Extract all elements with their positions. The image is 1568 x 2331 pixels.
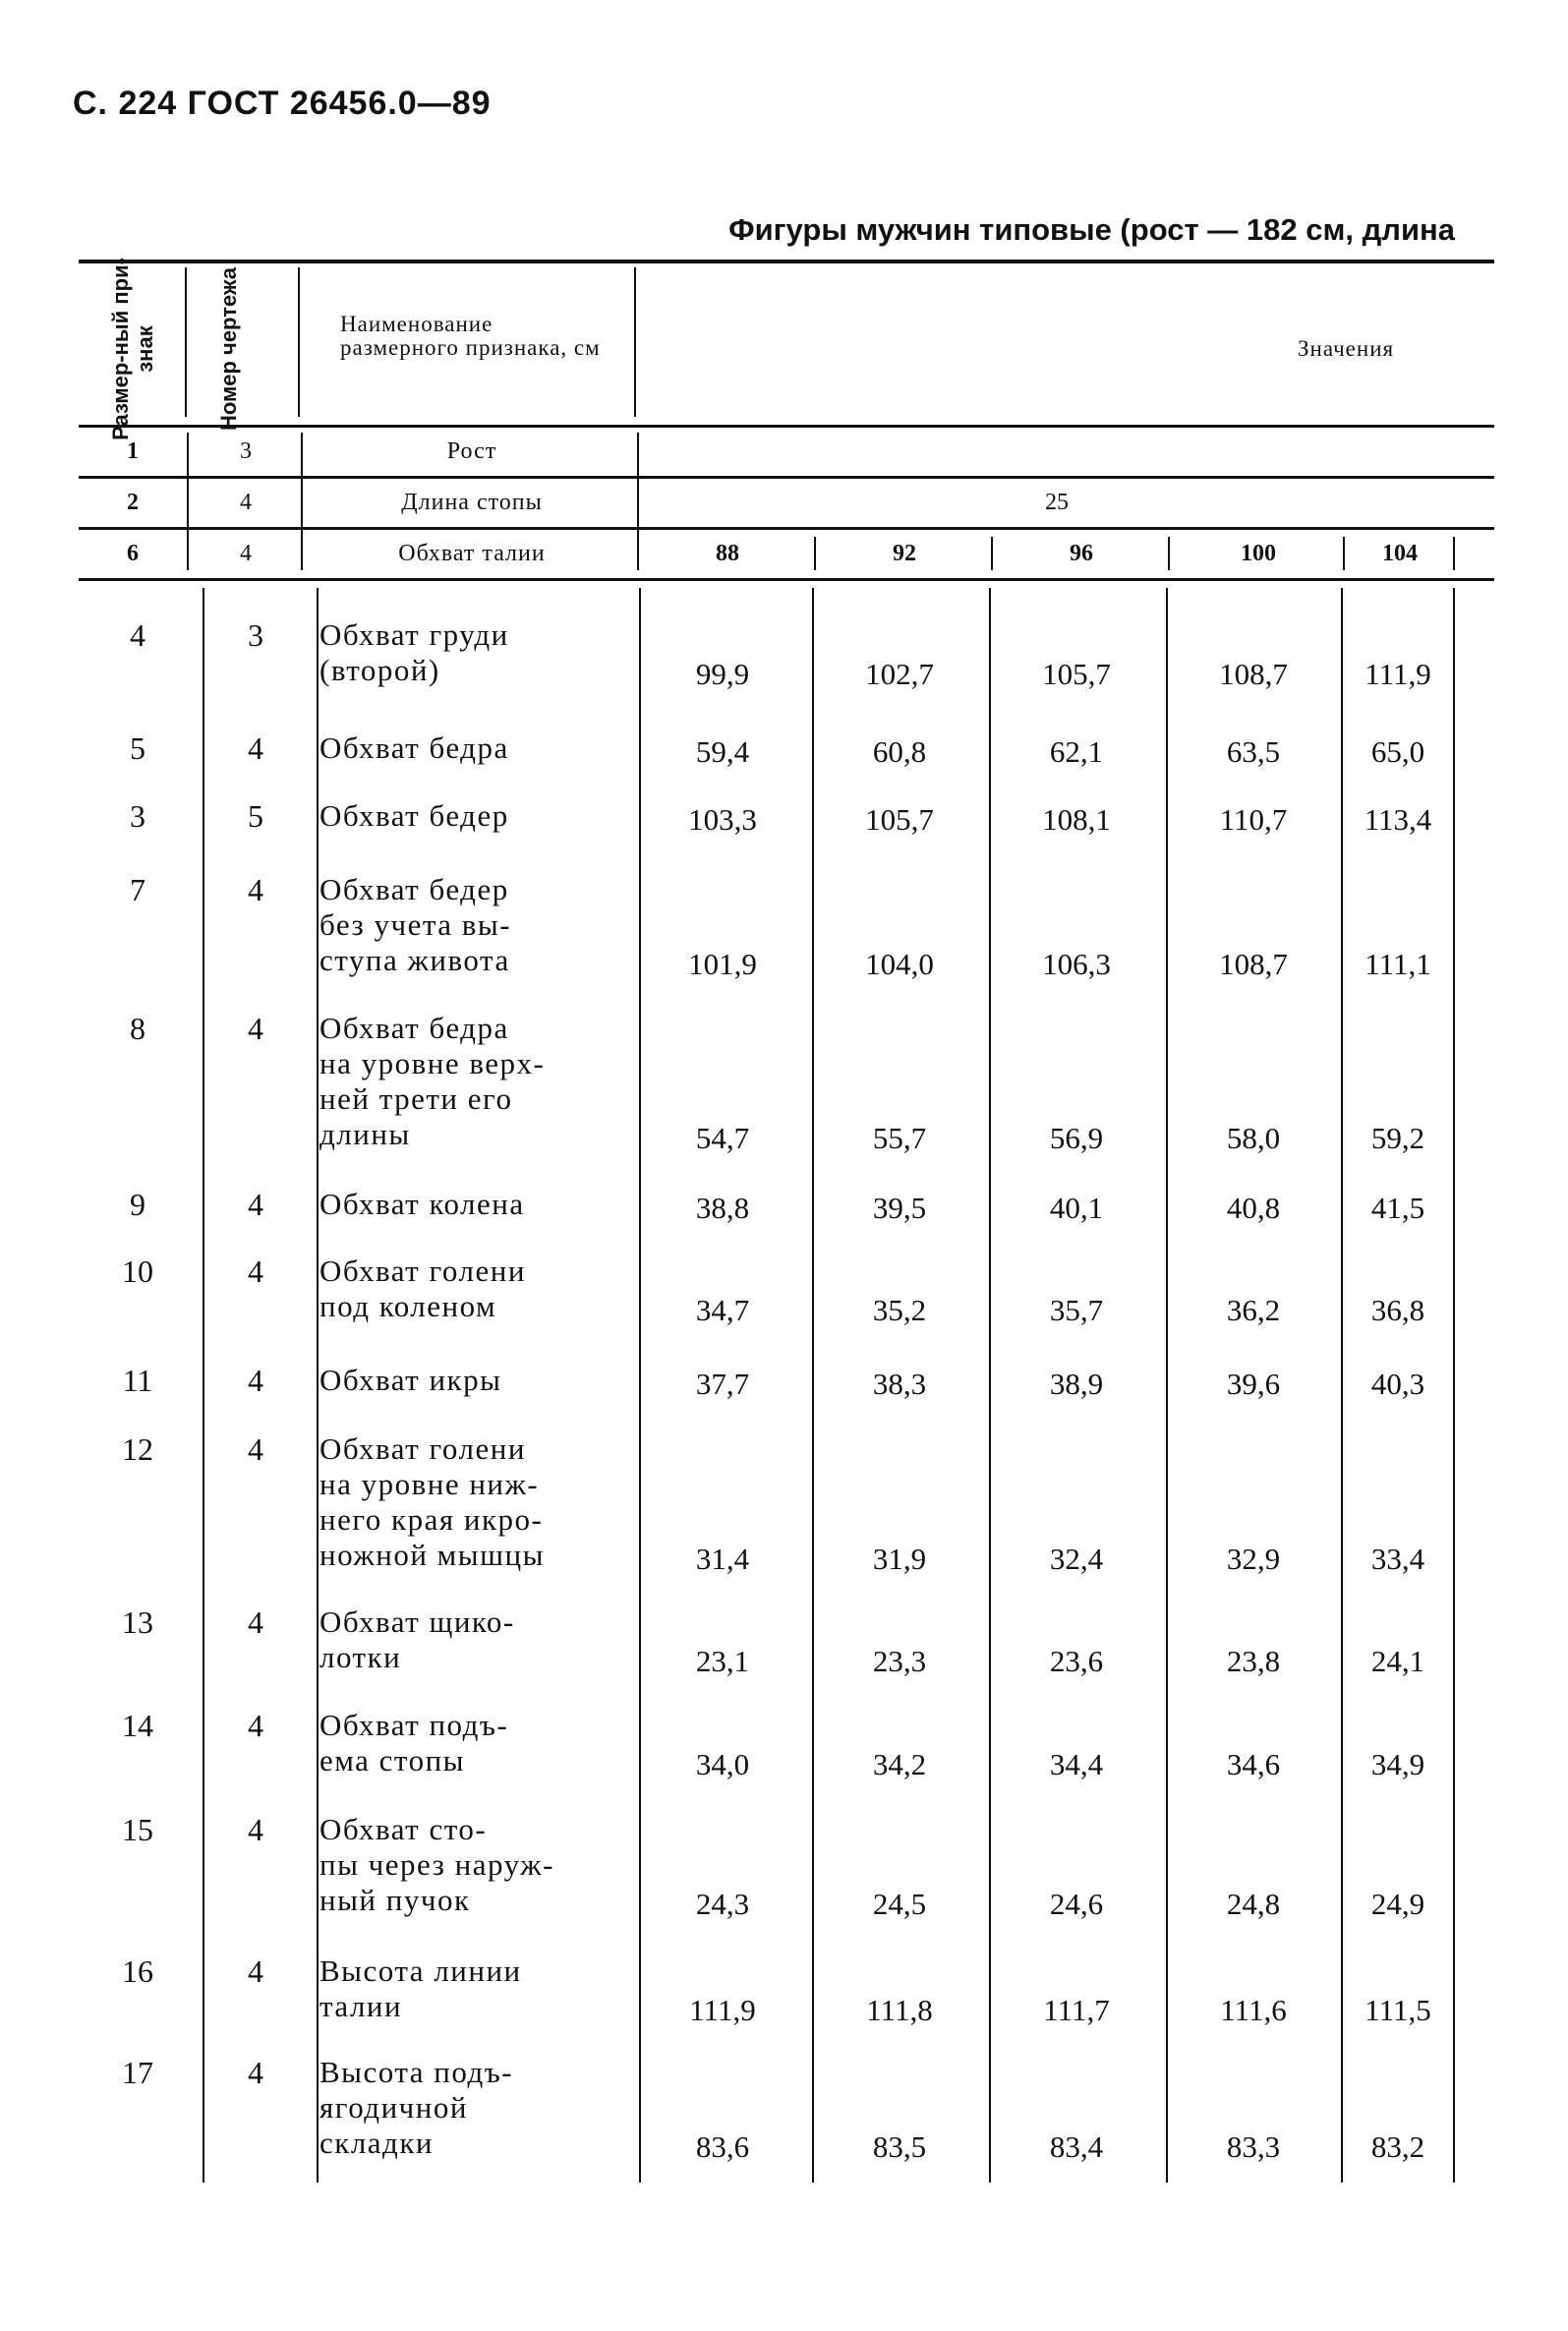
hdr-vrule-2 <box>298 267 300 417</box>
row-value: 38,9 <box>1049 1367 1104 1401</box>
row-number: 7 <box>130 872 145 907</box>
row-value: 101,9 <box>688 947 757 981</box>
row-value: 40,1 <box>1049 1191 1104 1225</box>
row-value: 31,4 <box>695 1542 750 1576</box>
row-drawing-number: 4 <box>248 1708 263 1743</box>
row-value: 23,6 <box>1049 1644 1104 1678</box>
row-number: 9 <box>130 1187 145 1222</box>
row-drawing-number: 4 <box>248 1363 263 1398</box>
row-drawing-number: 4 <box>248 2055 263 2090</box>
row-drawing-number: 4 <box>248 1011 263 1046</box>
param-row-height <box>0 427 1568 476</box>
hdr-vrule-3 <box>634 267 636 417</box>
row-value: 34,0 <box>695 1747 750 1781</box>
b-vrule-4 <box>812 588 814 2183</box>
row-number: 13 <box>122 1604 153 1640</box>
row-rule-3 <box>79 578 1494 581</box>
row-value: 83,6 <box>695 2129 750 2164</box>
row-value: 23,1 <box>695 1644 750 1678</box>
row-value: 32,4 <box>1049 1542 1104 1576</box>
row-value: 54,7 <box>695 1121 750 1155</box>
row-value: 32,9 <box>1226 1542 1281 1576</box>
row-feature-name: Обхват бедер <box>319 798 509 833</box>
waist-value: 92 <box>893 541 916 566</box>
row-value: 40,8 <box>1226 1191 1281 1225</box>
row-value: 35,2 <box>872 1293 927 1327</box>
row-feature-name: Обхват груди (второй) <box>319 617 509 687</box>
row-value: 33,4 <box>1370 1542 1425 1576</box>
row-value: 35,7 <box>1049 1293 1104 1327</box>
row-number: 12 <box>122 1431 153 1467</box>
waist-value: 88 <box>716 541 739 566</box>
row-drawing-number: 4 <box>248 872 263 907</box>
row-value: 62,1 <box>1049 734 1104 769</box>
param-row-num: 2 <box>127 490 139 515</box>
row-drawing-number: 4 <box>248 1431 263 1467</box>
row-drawing-number: 3 <box>248 617 263 653</box>
row-value: 59,4 <box>695 734 750 769</box>
row-value: 24,9 <box>1370 1887 1425 1921</box>
row-number: 4 <box>130 617 145 653</box>
col-header-size-feature: Размер-ный при-знак <box>108 258 157 440</box>
col-header-drawing-number: Номер чертежа <box>216 266 241 432</box>
row-value: 34,9 <box>1370 1747 1425 1781</box>
row-value: 34,2 <box>872 1747 927 1781</box>
row-value: 40,3 <box>1370 1367 1425 1401</box>
row-value: 41,5 <box>1370 1191 1425 1225</box>
row-drawing-number: 4 <box>248 1812 263 1847</box>
row-value: 106,3 <box>1042 947 1111 981</box>
row-value: 24,5 <box>872 1887 927 1921</box>
row-value: 24,8 <box>1226 1887 1281 1921</box>
row-value: 24,1 <box>1370 1644 1425 1678</box>
waist-value: 104 <box>1382 541 1418 566</box>
row-value: 58,0 <box>1226 1121 1281 1155</box>
row-feature-name: Обхват колена <box>319 1187 525 1221</box>
param-row-foot-length <box>0 478 1568 527</box>
param-row-drawing: 4 <box>240 490 252 515</box>
row-number: 10 <box>122 1253 153 1289</box>
param-row-drawing: 3 <box>240 438 252 464</box>
row-drawing-number: 4 <box>248 1253 263 1289</box>
row-value: 83,2 <box>1370 2129 1425 2164</box>
row-value: 102,7 <box>865 657 934 691</box>
row-number: 16 <box>122 1953 153 1989</box>
row-value: 55,7 <box>872 1121 927 1155</box>
waist-row <box>0 529 1568 578</box>
row-value: 105,7 <box>865 802 934 837</box>
row-value: 104,0 <box>865 947 934 981</box>
row-number: 8 <box>130 1011 145 1046</box>
row-drawing-number: 5 <box>248 798 263 834</box>
row-value: 108,1 <box>1042 802 1111 837</box>
row-value: 105,7 <box>1042 657 1111 691</box>
row-number: 11 <box>122 1363 153 1398</box>
col-header-feature-name: Наименование размерного признака, см <box>340 312 601 360</box>
row-value: 111,9 <box>1365 657 1431 691</box>
col-header-values: Значения <box>1298 336 1395 361</box>
table-caption: Фигуры мужчин типовые (рост — 182 см, длина <box>728 212 1455 247</box>
row-feature-name: Обхват голени под коленом <box>319 1253 526 1323</box>
row-feature-name: Обхват бедра на уровне верх- ней трети его длины <box>319 1011 546 1151</box>
waist-value: 100 <box>1241 541 1276 566</box>
row-value: 111,1 <box>1365 947 1431 981</box>
row-number: 15 <box>122 1812 153 1847</box>
row-feature-name: Обхват бедер без учета вы- ступа живота <box>319 872 512 977</box>
row-value: 24,3 <box>695 1887 750 1921</box>
waist-row-drawing: 4 <box>240 541 252 566</box>
table-top-rule <box>79 260 1494 263</box>
row-value: 38,3 <box>872 1367 927 1401</box>
b-vrule-5 <box>989 588 991 2183</box>
row-value: 83,4 <box>1049 2129 1104 2164</box>
row-value: 63,5 <box>1226 734 1281 769</box>
row-value: 111,7 <box>1043 1993 1110 2027</box>
row-drawing-number: 4 <box>248 730 263 766</box>
row-value: 36,8 <box>1370 1293 1425 1327</box>
param-row-name: Длина стопы <box>401 490 543 515</box>
b-vrule-8 <box>1453 588 1455 2183</box>
row-value: 23,3 <box>872 1644 927 1678</box>
row-value: 31,9 <box>872 1542 927 1576</box>
param-row-name: Рост <box>446 438 497 464</box>
row-value: 99,9 <box>695 657 750 691</box>
row-value: 34,7 <box>695 1293 750 1327</box>
row-drawing-number: 4 <box>248 1604 263 1640</box>
row-value: 56,9 <box>1049 1121 1104 1155</box>
row-feature-name: Обхват щико- лотки <box>319 1604 515 1674</box>
row-drawing-number: 4 <box>248 1953 263 1989</box>
row-drawing-number: 4 <box>248 1187 263 1222</box>
param-row-num: 1 <box>127 438 139 464</box>
row-value: 39,5 <box>872 1191 927 1225</box>
b-vrule-2 <box>317 588 319 2183</box>
row-value: 111,8 <box>866 1993 933 2027</box>
page-header: С. 224 ГОСТ 26456.0—89 <box>73 85 492 122</box>
b-vrule-6 <box>1166 588 1168 2183</box>
param-row-value: 25 <box>1045 490 1069 515</box>
row-value: 36,2 <box>1226 1293 1281 1327</box>
row-number: 17 <box>122 2055 153 2090</box>
row-value: 108,7 <box>1219 947 1288 981</box>
row-value: 103,3 <box>688 802 757 837</box>
row-number: 14 <box>122 1708 153 1743</box>
row-value: 111,6 <box>1220 1993 1287 2027</box>
row-value: 65,0 <box>1370 734 1425 769</box>
row-feature-name: Высота линии талии <box>319 1953 522 2023</box>
row-value: 113,4 <box>1364 802 1432 837</box>
row-value: 83,5 <box>872 2129 927 2164</box>
row-feature-name: Обхват бедра <box>319 730 509 765</box>
row-value: 111,9 <box>689 1993 756 2027</box>
row-value: 24,6 <box>1049 1887 1104 1921</box>
row-value: 39,6 <box>1226 1367 1281 1401</box>
row-value: 108,7 <box>1219 657 1288 691</box>
row-feature-name: Обхват сто- пы через наруж- ный пучок <box>319 1812 554 1917</box>
row-value: 111,5 <box>1365 1993 1431 2027</box>
row-feature-name: Обхват подъ- ема стопы <box>319 1708 509 1777</box>
row-value: 38,8 <box>695 1191 750 1225</box>
row-value: 34,4 <box>1049 1747 1104 1781</box>
row-value: 60,8 <box>872 734 927 769</box>
row-number: 5 <box>130 730 145 766</box>
hdr-vrule-1 <box>185 267 187 417</box>
waist-row-name: Обхват талии <box>398 541 546 566</box>
row-value: 23,8 <box>1226 1644 1281 1678</box>
row-value: 37,7 <box>695 1367 750 1401</box>
waist-row-num: 6 <box>127 541 139 566</box>
row-feature-name: Обхват голени на уровне ниж- него края икро- ножной мышцы <box>319 1431 545 1572</box>
row-value: 83,3 <box>1226 2129 1281 2164</box>
row-value: 59,2 <box>1370 1121 1425 1155</box>
row-feature-name: Обхват икры <box>319 1363 502 1397</box>
row-feature-name: Высота подъ- ягодичной складки <box>319 2055 514 2160</box>
waist-value: 96 <box>1070 541 1093 566</box>
row-value: 34,6 <box>1226 1747 1281 1781</box>
row-number: 3 <box>130 798 145 834</box>
row-value: 110,7 <box>1219 802 1288 837</box>
